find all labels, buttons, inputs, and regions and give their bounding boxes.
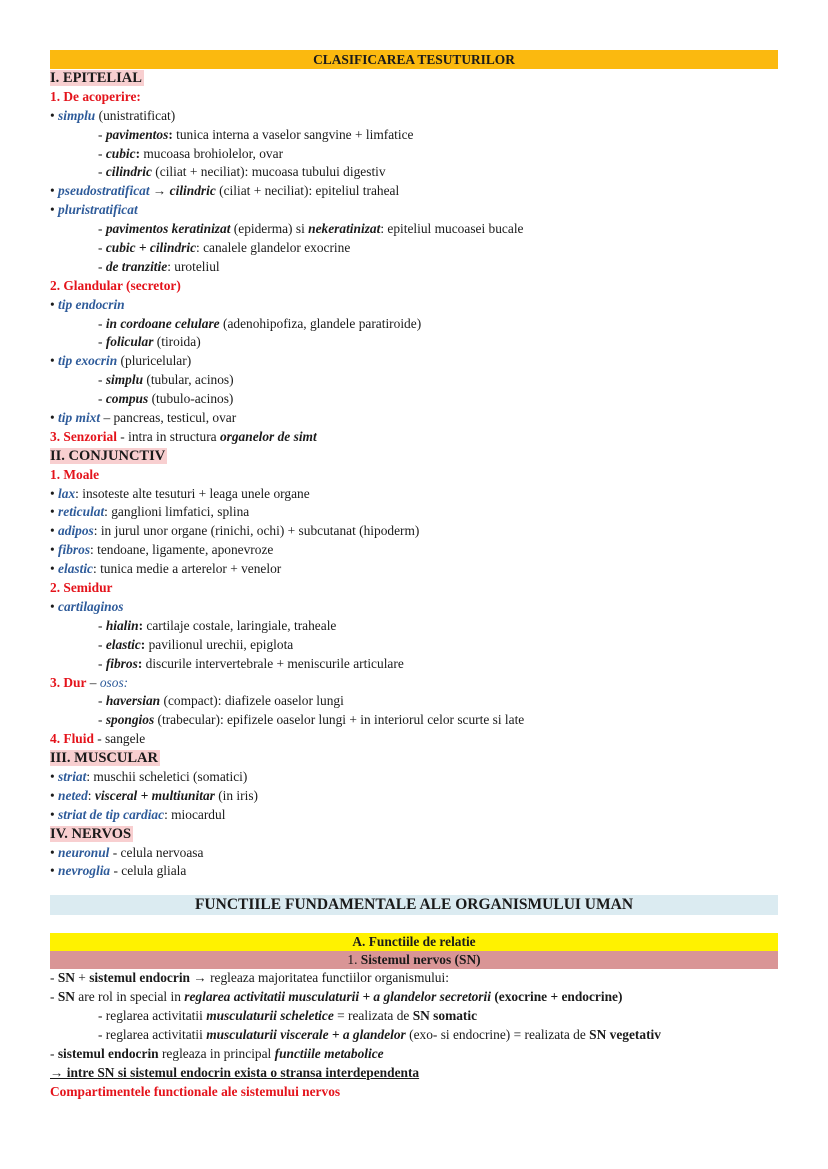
text-line (50, 1007, 778, 1026)
term: nekeratinizat (308, 221, 381, 237)
subheading-semidur: 2. Semidur (50, 580, 113, 596)
bullet-icon: • (50, 202, 59, 218)
bullet-icon: • (50, 183, 59, 199)
bullet-icon: • (50, 410, 59, 426)
subheading-moale: 1. Moale (50, 466, 100, 482)
term: SN vegetativ (589, 1026, 661, 1042)
term: haversian (105, 693, 161, 709)
text: (compact): diafizele oaselor lungi (160, 693, 344, 709)
functii-title-bar (50, 895, 778, 915)
dash: - (50, 989, 58, 1005)
text: (tiroida) (153, 334, 201, 350)
term: cilindric (105, 164, 152, 180)
list-item (50, 787, 778, 806)
section-heading-text: II. CONJUNCTIV (50, 447, 166, 464)
list-item (50, 655, 778, 674)
list-item (50, 503, 778, 522)
text: : in jurul unor organe (rinichi, ochi) + subcutanat (hipoderm) (93, 523, 420, 539)
colon: : (137, 655, 143, 671)
term: simplu (58, 107, 96, 123)
text: are rol in special in (74, 989, 185, 1005)
subheading-text: 3. Dur (50, 674, 87, 690)
text: (ciliat + neciliat): epiteliul traheal (215, 183, 400, 199)
term: fibros (105, 655, 138, 671)
term: osos: (99, 674, 129, 690)
text: (unistratificat) (95, 107, 176, 123)
dash: - (98, 693, 106, 709)
subheading-acoperire: 1. De acoperire: (50, 88, 141, 104)
dash: - (98, 164, 106, 180)
sn-number: 1. (347, 952, 361, 968)
term: pavimentos keratinizat (105, 221, 231, 237)
spacer (50, 915, 778, 933)
subheading-dur (50, 674, 778, 693)
arrow-icon: → (149, 183, 170, 199)
list-item (50, 541, 778, 560)
list-item (50, 296, 778, 315)
section-heading-nervos (50, 825, 778, 844)
term: simplu (105, 372, 144, 388)
text: (exo- si endocrine) = realizata de (405, 1026, 590, 1042)
bullet-icon: • (50, 768, 59, 784)
text: - intra in structura (116, 428, 220, 444)
list-item (50, 258, 778, 277)
term: striat de tip cardiac (58, 806, 165, 822)
bullet-icon: • (50, 504, 59, 520)
term: (exocrine + endocrine) (494, 989, 623, 1005)
term: hialin (105, 617, 139, 633)
subheading-text: 4. Fluid (50, 731, 94, 747)
section-heading-epitelial (50, 69, 778, 88)
section-heading-muscular (50, 749, 778, 768)
section-heading-text: III. MUSCULAR (50, 750, 158, 767)
term: SN somatic (412, 1008, 478, 1024)
text: (ciliat + neciliat): mucoasa tubului digestiv (151, 164, 386, 180)
bullet-icon: • (50, 296, 59, 312)
list-item (50, 636, 778, 655)
text: : epiteliul mucoasei bucale (380, 221, 524, 237)
text: → regleaza majoritatea functiilor organismului: (190, 970, 449, 986)
text: (in iris) (214, 787, 258, 803)
text: : uroteliul (167, 258, 220, 274)
term: organelor de simt (219, 428, 317, 444)
term: fibros (58, 542, 91, 558)
dash: - (98, 221, 106, 237)
text: discurile intervertebrale + meniscurile articulare (142, 655, 404, 671)
sn-bar (50, 951, 778, 969)
term: compus (105, 391, 149, 407)
term: pseudostratificat (58, 183, 150, 199)
list-item (50, 598, 778, 617)
term: musculaturii viscerale + a glandelor (206, 1026, 406, 1042)
list-item (50, 145, 778, 164)
conclusion-line: → intre SN si sistemul endocrin exista o stransa interdependenta (50, 1064, 420, 1080)
list-item (50, 220, 778, 239)
text: (epiderma) si (230, 221, 309, 237)
term: tip exocrin (58, 353, 118, 369)
term: in cordoane celulare (105, 315, 220, 331)
term: SN (57, 989, 75, 1005)
text: : miocardul (164, 806, 226, 822)
list-item (50, 315, 778, 334)
sn-title: Sistemul nervos (SN) (360, 952, 481, 968)
term: elastic (105, 636, 141, 652)
text: cartilaje costale, laringiale, traheale (143, 617, 337, 633)
text: : tunica medie a arterelor + venelor (93, 561, 282, 577)
colon: : (168, 126, 173, 142)
colon: : (140, 636, 146, 652)
list-item (50, 333, 778, 352)
colon: : (135, 145, 141, 161)
text: mucoasa brohiolelor, ovar (140, 145, 284, 161)
text-line (50, 969, 778, 988)
title-bar (50, 50, 778, 69)
text: (tubulo-acinos) (148, 391, 234, 407)
term: reglarea activitatii musculaturii + a glandelor secretorii (184, 989, 491, 1005)
subheading-fluid (50, 730, 778, 749)
bullet-icon: • (50, 863, 59, 879)
text: tunica interna a vaselor sangvine + limfatice (172, 126, 414, 142)
functii-title: FUNCTIILE FUNDAMENTALE ALE ORGANISMULUI UMAN (194, 896, 634, 914)
term: tip endocrin (58, 296, 125, 312)
dash: - (98, 655, 106, 671)
text: : canalele glandelor exocrine (196, 240, 351, 256)
bullet-icon: • (50, 542, 59, 558)
bullet-icon: • (50, 107, 59, 123)
text-line (50, 1026, 778, 1045)
list-item (50, 201, 778, 220)
list-item (50, 371, 778, 390)
bullet-icon: • (50, 561, 59, 577)
term: folicular (105, 334, 154, 350)
list-item (50, 560, 778, 579)
list-item (50, 692, 778, 711)
subheading-senzorial (50, 428, 778, 447)
term: sistemul endocrin (89, 970, 190, 986)
bullet-icon: • (50, 844, 59, 860)
term: tip mixt (58, 410, 101, 426)
term: spongios (105, 712, 155, 728)
dash: - (98, 240, 106, 256)
term: cartilaginos (58, 598, 124, 614)
page-title: CLASIFICAREA TESUTURILOR (313, 52, 515, 67)
text: - reglarea activitatii (98, 1008, 207, 1024)
text: + (74, 970, 90, 986)
bullet-icon: • (50, 485, 59, 501)
colon: : (138, 617, 144, 633)
term: pavimentos (105, 126, 169, 142)
term: pluristratificat (58, 202, 138, 218)
dash: - (98, 372, 106, 388)
text: regleaza in principal (158, 1045, 275, 1061)
dash: - (98, 334, 106, 350)
text: - celula gliala (110, 863, 187, 879)
subheading-text: 3. Senzorial (50, 428, 117, 444)
dash: - (98, 315, 106, 331)
section-heading-text: IV. NERVOS (50, 825, 132, 842)
list-item (50, 163, 778, 182)
term: neted (58, 787, 88, 803)
dash: - (98, 636, 106, 652)
text-line (50, 1045, 778, 1064)
text: - celula nervoasa (109, 844, 204, 860)
dash: – (86, 674, 100, 690)
section-heading-text: I. EPITELIAL (50, 70, 142, 86)
term: musculaturii scheletice (206, 1008, 334, 1024)
list-item (50, 522, 778, 541)
subheading-glandular: 2. Glandular (secretor) (50, 277, 181, 293)
list-item (50, 182, 778, 201)
text: pavilionul urechii, epiglota (145, 636, 294, 652)
dash: - (98, 126, 106, 142)
bullet-icon: • (50, 353, 59, 369)
bullet-icon: • (50, 806, 59, 822)
bullet-icon: • (50, 523, 59, 539)
term: SN (57, 970, 75, 986)
text: : ganglioni limfatici, splina (104, 504, 250, 520)
term: reticulat (58, 504, 105, 520)
dash: - (98, 391, 106, 407)
term: de tranzitie (105, 258, 168, 274)
colon: : (87, 787, 95, 803)
document-page (50, 50, 778, 1102)
term: elastic (58, 561, 94, 577)
list-item (50, 239, 778, 258)
list-item (50, 617, 778, 636)
term: sistemul endocrin (57, 1045, 159, 1061)
term: functiile metabolice (274, 1045, 384, 1061)
list-item (50, 768, 778, 787)
term: cubic (105, 145, 136, 161)
term: lax (58, 485, 76, 501)
dash: - (98, 712, 106, 728)
list-item (50, 390, 778, 409)
relatie-bar (50, 933, 778, 951)
list-item (50, 107, 778, 126)
text: (pluricelular) (117, 353, 192, 369)
spacer (50, 881, 778, 895)
list-item (50, 844, 778, 863)
term: visceral + multiunitar (94, 787, 215, 803)
list-item (50, 862, 778, 881)
list-item (50, 806, 778, 825)
subheading-compartimentele: Compartimentele functionale ale sistemului nervos (50, 1083, 341, 1099)
list-item (50, 352, 778, 371)
dash: - (50, 1045, 58, 1061)
term: adipos (58, 523, 94, 539)
text: : muschii scheletici (somatici) (86, 768, 248, 784)
text: : insoteste alte tesuturi + leaga unele organe (75, 485, 310, 501)
list-item (50, 126, 778, 145)
dash: - (98, 617, 106, 633)
text: - reglarea activitatii (98, 1026, 207, 1042)
relatie-title: A. Functiile de relatie (352, 934, 476, 950)
list-item (50, 409, 778, 428)
term: neuronul (58, 844, 110, 860)
text: = realizata de (333, 1008, 413, 1024)
term: cubic + cilindric (105, 240, 197, 256)
text-line (50, 988, 778, 1007)
text: - sangele (93, 731, 146, 747)
dash: - (98, 258, 106, 274)
text: : tendoane, ligamente, aponevroze (90, 542, 274, 558)
bullet-icon: • (50, 787, 59, 803)
list-item (50, 485, 778, 504)
text: (adenohipofiza, glandele paratiroide) (219, 315, 422, 331)
text: (trabecular): epifizele oaselor lungi + in interiorul celor scurte si late (154, 712, 525, 728)
list-item (50, 711, 778, 730)
text: – pancreas, testicul, ovar (100, 410, 237, 426)
term: striat (58, 768, 87, 784)
text: (tubular, acinos) (143, 372, 234, 388)
bullet-icon: • (50, 598, 59, 614)
term: cilindric (169, 183, 216, 199)
dash: - (98, 145, 106, 161)
term: nevroglia (58, 863, 111, 879)
dash: - (50, 970, 58, 986)
section-heading-conjunctiv (50, 447, 778, 466)
